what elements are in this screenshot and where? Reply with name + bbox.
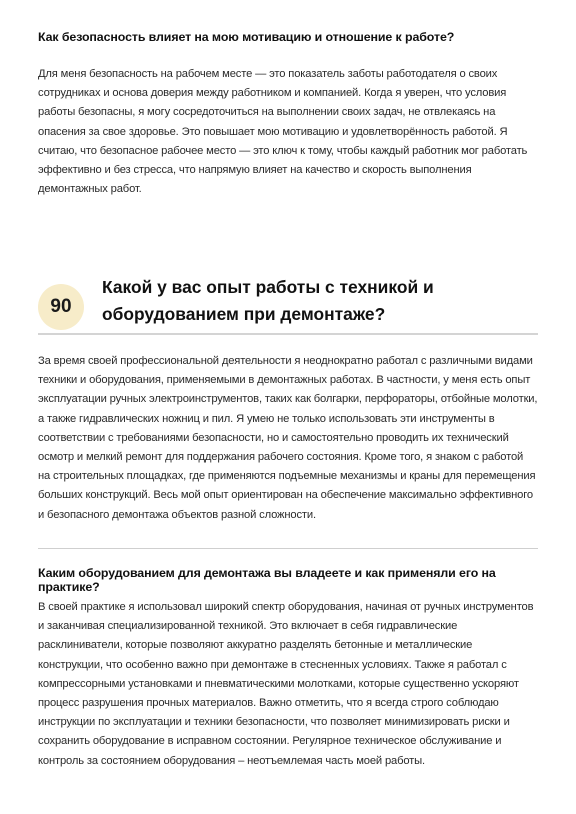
question-number-badge: 90 [38, 284, 84, 330]
section-divider [38, 548, 538, 549]
question-heading-equipment-experience: Какой у вас опыт работы с техникой и оборудованием при демонтаже? [102, 277, 434, 324]
question-heading-safety-motivation: Как безопасность влияет на мою мотивацию и отношение к работе? [38, 30, 455, 44]
heading-divider [38, 333, 538, 335]
answer-paragraph-equipment-practice: В своей практике я использовал широкий спектр оборудования, начиная от ручных инструментов и заканчивая специализированной техникой. Это включает в себя гидравлические расклиниватели, которые позволяют аккуратно разделять бетонные и металлические конструкции, что особенно важно при демонтаже в стесненных условиях. Также я работал с компрессорными установками и пневматическими молотками, которые существенно ускоряют процесс разрушения прочных материалов. Важно отметить, что я всегда строго соблюдаю инструкции по эксплуатации и техники безопасности, что позволяет минимизировать риски и сохранить оборудование в исправном состоянии. Регулярное техническое обслуживание и контроль за состоянием оборудования – неотъемлемая часть моей работы. [38, 601, 534, 767]
question-heading-equipment-practice: Каким оборудованием для демонтажа вы владеете и как применяли его на практике? [38, 566, 496, 594]
answer-paragraph-equipment-experience: За время своей профессиональной деятельности я неоднократно работал с различными видами техники и оборудования, применяемыми в демонтажных работах. В частности, у меня есть опыт эксплуатации ручных электроинструментов, таких как болгарки, перфораторы, отбойные молотки, а также гидравлических ножниц и пил. Я умею не только использовать эти инструменты в соответствии с требованиями безопасности, но и самостоятельно проводить их технический осмотр и мелкий ремонт для поддержания рабочего состояния. Кроме того, я знаком с работой на строительных площадках, где применяются подъемные механизмы и краны для перемещения больших конструкций. Весь мой опыт ориентирован на обеспечение максимально эффективного и безопасного демонтажа объектов разной сложности. [38, 355, 538, 521]
answer-paragraph-safety-motivation: Для меня безопасность на рабочем месте — это показатель заботы работодателя о своих сотрудниках и основа доверия между работником и компанией. Когда я уверен, что условия работы безопасны, я могу сосредоточиться на выполнении своих задач, не отвлекаясь на опасения за свое здоровье. Это повышает мою мотивацию и удовлетворённость работой. Я считаю, что безопасное рабочее место — это ключ к тому, чтобы каждый работник мог работать эффективно и без стресса, что напрямую влияет на качество и скорость выполнения демонтажных работ. [38, 68, 528, 196]
